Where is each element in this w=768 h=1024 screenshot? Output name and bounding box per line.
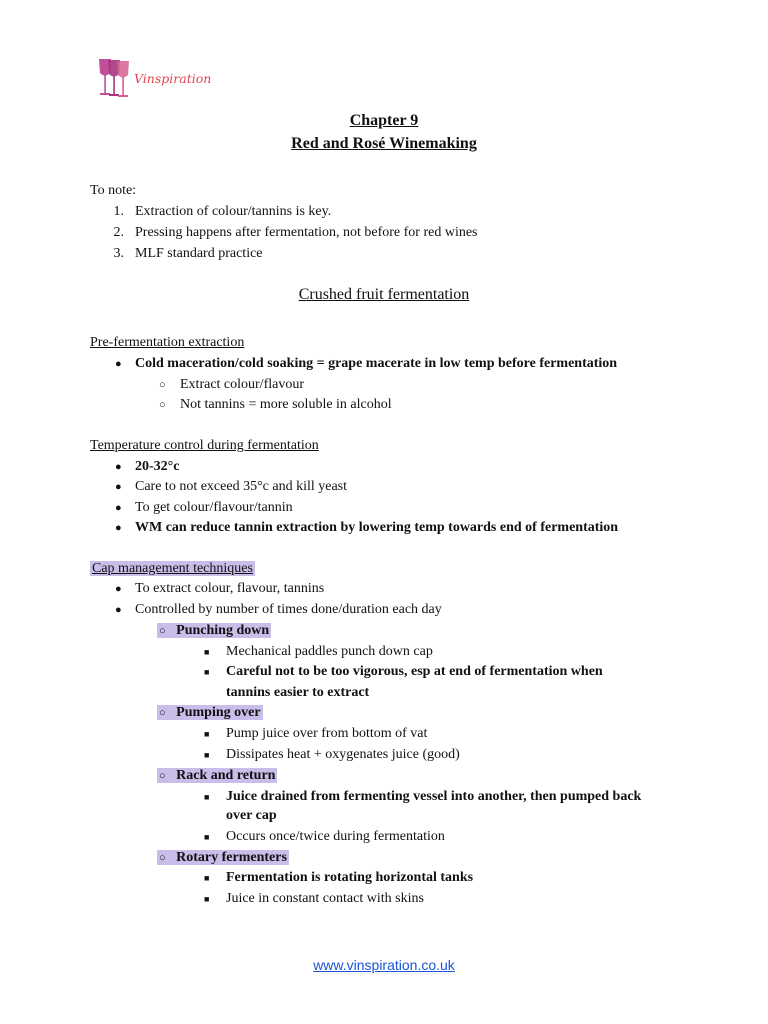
technique-rack-and-return <box>157 767 277 785</box>
square-bullet-icon: ■ <box>204 873 210 883</box>
list-item: Juice drained from fermenting vessel into another, then pumped back <box>226 789 642 804</box>
square-bullet-icon: ■ <box>204 667 210 677</box>
list-item: Pump juice over from bottom of vat <box>226 726 428 741</box>
page-title: Red and Rosé Winemaking <box>291 135 477 152</box>
pre-fermentation-heading: Pre-fermentation extraction <box>90 335 245 350</box>
circle-bullet-icon: ○ <box>159 770 166 782</box>
logo-text: Vinspiration <box>134 71 212 86</box>
list-item-continued: over cap <box>226 808 277 823</box>
technique-rotary-fermenters <box>157 849 289 867</box>
list-item: Occurs once/twice during fermentation <box>226 829 445 844</box>
square-bullet-icon: ■ <box>204 647 210 657</box>
technique-label: Punching down <box>176 623 270 638</box>
list-item: Care to not exceed 35°c and kill yeast <box>135 479 348 494</box>
footer-website-link[interactable]: www.vinspiration.co.uk <box>313 957 455 973</box>
list-item: Fermentation is rotating horizontal tanks <box>226 870 474 885</box>
technique-label: Pumping over <box>176 705 261 720</box>
square-bullet-icon: ■ <box>204 832 210 842</box>
technique-punching-down <box>157 622 271 640</box>
circle-bullet-icon: ○ <box>159 379 166 391</box>
square-bullet-icon: ■ <box>204 792 210 802</box>
square-bullet-icon: ■ <box>204 894 210 904</box>
list-item: Pressing happens after fermentation, not before for red wines <box>135 225 478 240</box>
bullet-icon: ● <box>115 583 122 595</box>
to-note-label: To note: <box>90 183 137 198</box>
list-item: To extract colour, flavour, tannins <box>135 581 325 596</box>
chapter-heading: Chapter 9 <box>349 112 419 129</box>
bullet-icon: ● <box>115 358 122 370</box>
list-number: 1. <box>113 204 124 219</box>
circle-bullet-icon: ○ <box>159 625 166 637</box>
bullet-icon: ● <box>115 481 122 493</box>
bullet-icon: ● <box>115 522 122 534</box>
square-bullet-icon: ■ <box>204 750 210 760</box>
wine-glasses-icon <box>96 56 132 100</box>
circle-bullet-icon: ○ <box>159 852 166 864</box>
list-item: Extraction of colour/tannins is key. <box>135 204 332 219</box>
vinspiration-logo <box>96 56 211 100</box>
circle-bullet-icon: ○ <box>159 707 166 719</box>
list-number: 2. <box>113 225 124 240</box>
cap-management-heading: Cap management techniques <box>92 561 253 576</box>
square-bullet-icon: ■ <box>204 729 210 739</box>
list-item: 20-32°c <box>135 459 180 474</box>
bullet-icon: ● <box>115 604 122 616</box>
list-number: 3. <box>113 246 124 261</box>
bullet-icon: ● <box>115 461 122 473</box>
list-item: Cold maceration/cold soaking = grape macerate in low temp before fermentation <box>135 356 618 371</box>
list-item: WM can reduce tannin extraction by lowering temp towards end of fermentation <box>135 520 619 535</box>
section-title: Crushed fruit fermentation <box>298 286 470 303</box>
technique-pumping-over <box>157 704 263 722</box>
temperature-heading: Temperature control during fermentation <box>90 438 319 453</box>
list-item: MLF standard practice <box>135 246 263 261</box>
circle-bullet-icon: ○ <box>159 399 166 411</box>
list-item: Controlled by number of times done/duration each day <box>135 602 442 617</box>
list-item: Careful not to be too vigorous, esp at end of fermentation when <box>226 664 603 679</box>
technique-label: Rack and return <box>176 768 276 783</box>
list-item: Mechanical paddles punch down cap <box>226 644 433 659</box>
list-item-continued: tannins easier to extract <box>226 685 370 700</box>
list-item: Juice in constant contact with skins <box>226 891 424 906</box>
list-item: Dissipates heat + oxygenates juice (good) <box>226 747 460 762</box>
list-item: Extract colour/flavour <box>180 377 305 392</box>
technique-label: Rotary fermenters <box>176 850 287 865</box>
bullet-icon: ● <box>115 502 122 514</box>
list-item: To get colour/flavour/tannin <box>135 500 293 515</box>
list-item: Not tannins = more soluble in alcohol <box>180 397 392 412</box>
